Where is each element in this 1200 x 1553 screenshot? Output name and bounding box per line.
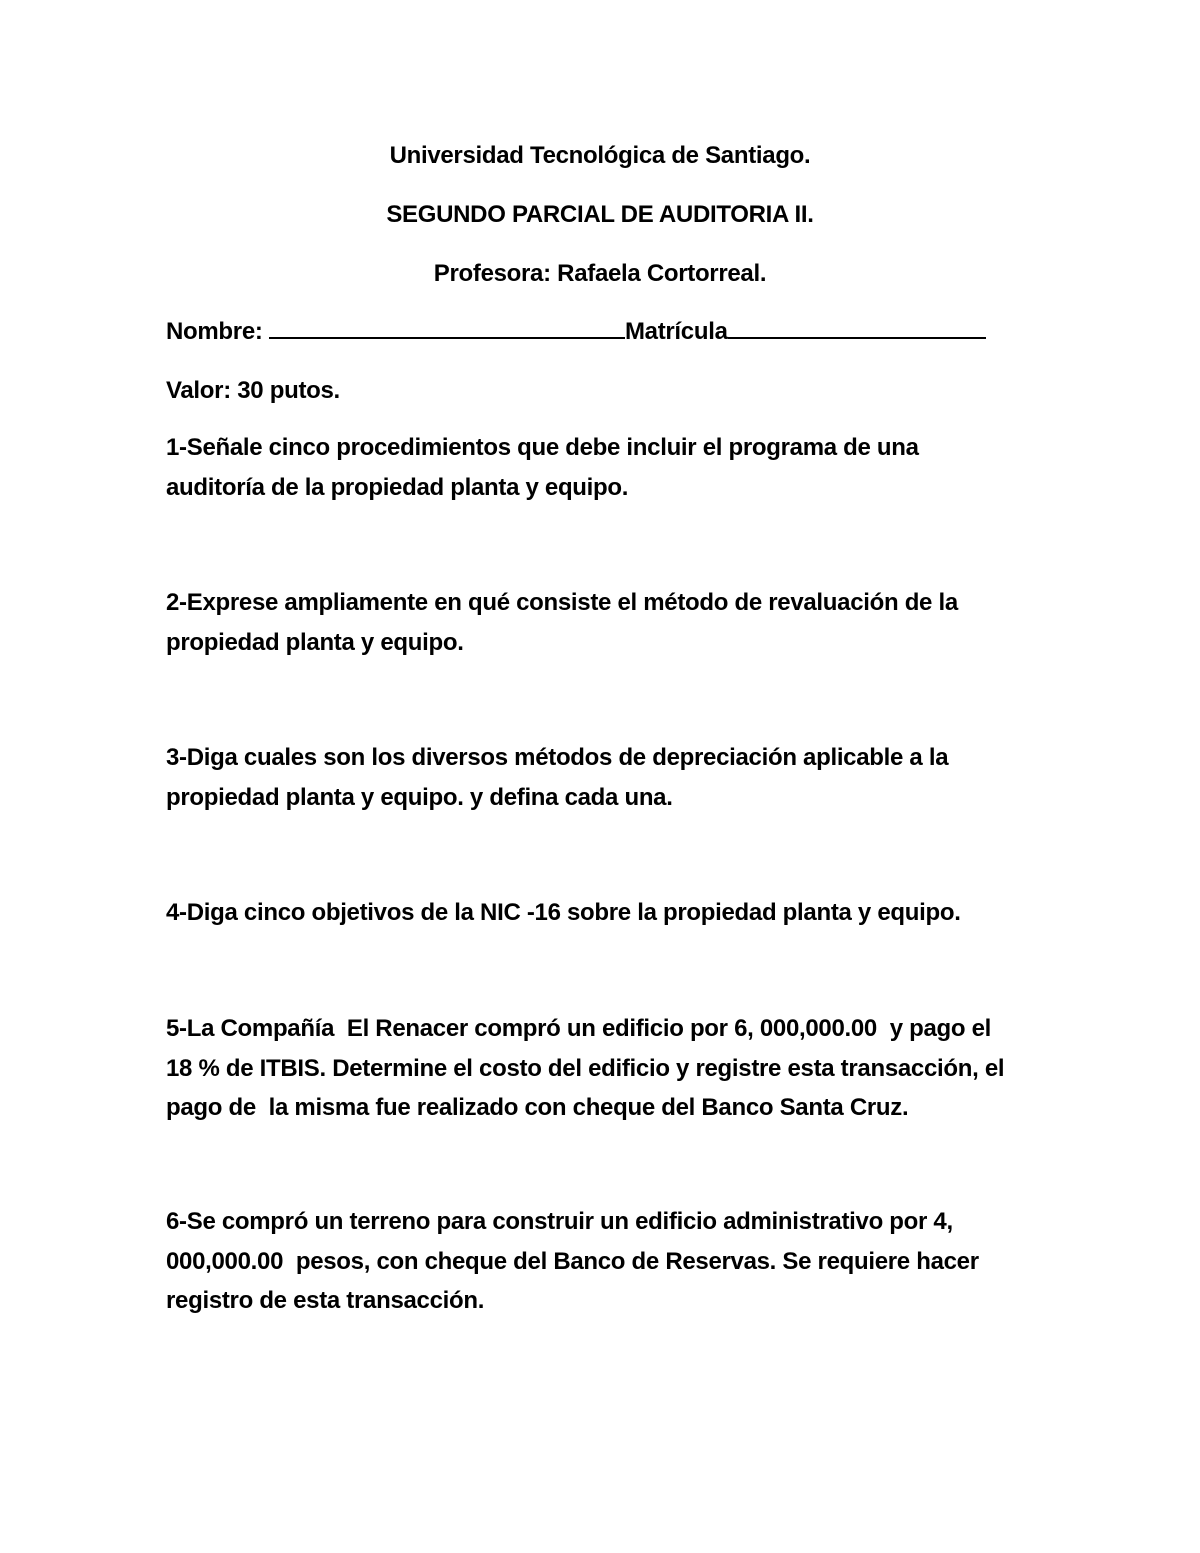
question-6-line-1: 6-Se compró un terreno para construir un edificio administrativo por 4, xyxy=(166,1208,953,1235)
matricula-label: Matrícula xyxy=(624,318,728,345)
exam-title: SEGUNDO PARCIAL DE AUDITORIA II. xyxy=(386,201,814,228)
name-label: Nombre: xyxy=(166,318,269,345)
question-4-line-1: 4-Diga cinco objetivos de la NIC -16 sobre la propiedad planta y equipo. xyxy=(166,899,961,926)
student-info-row xyxy=(166,313,1046,351)
professor-name: Profesora: Rafaela Cortorreal. xyxy=(433,260,767,287)
question-3-line-1: 3-Diga cuales son los diversos métodos de depreciación aplicable a la xyxy=(166,744,949,771)
name-blank xyxy=(269,313,625,339)
matricula-blank xyxy=(728,313,986,339)
question-2-line-1: 2-Exprese ampliamente en qué consiste el método de revaluación de la xyxy=(166,589,958,616)
question-1-line-2: auditoría de la propiedad planta y equipo. xyxy=(166,474,629,501)
question-5-line-3: pago de la misma fue realizado con cheque del Banco Santa Cruz. xyxy=(166,1094,909,1121)
question-6-line-3: registro de esta transacción. xyxy=(166,1287,485,1314)
question-3-line-2: propiedad planta y equipo. y defina cada una. xyxy=(166,784,673,811)
exam-value: Valor: 30 putos. xyxy=(166,377,340,404)
question-2-line-2: propiedad planta y equipo. xyxy=(166,629,464,656)
question-5-line-1: 5-La Compañía El Renacer compró un edificio por 6, 000,000.00 y pago el xyxy=(166,1015,992,1042)
question-5-line-2: 18 % de ITBIS. Determine el costo del edificio y registre esta transacción, el xyxy=(166,1055,1005,1082)
question-6-line-2: 000,000.00 pesos, con cheque del Banco de Reservas. Se requiere hacer xyxy=(166,1248,979,1275)
university-title: Universidad Tecnológica de Santiago. xyxy=(389,142,811,169)
question-1-line-1: 1-Señale cinco procedimientos que debe incluir el programa de una xyxy=(166,434,919,461)
